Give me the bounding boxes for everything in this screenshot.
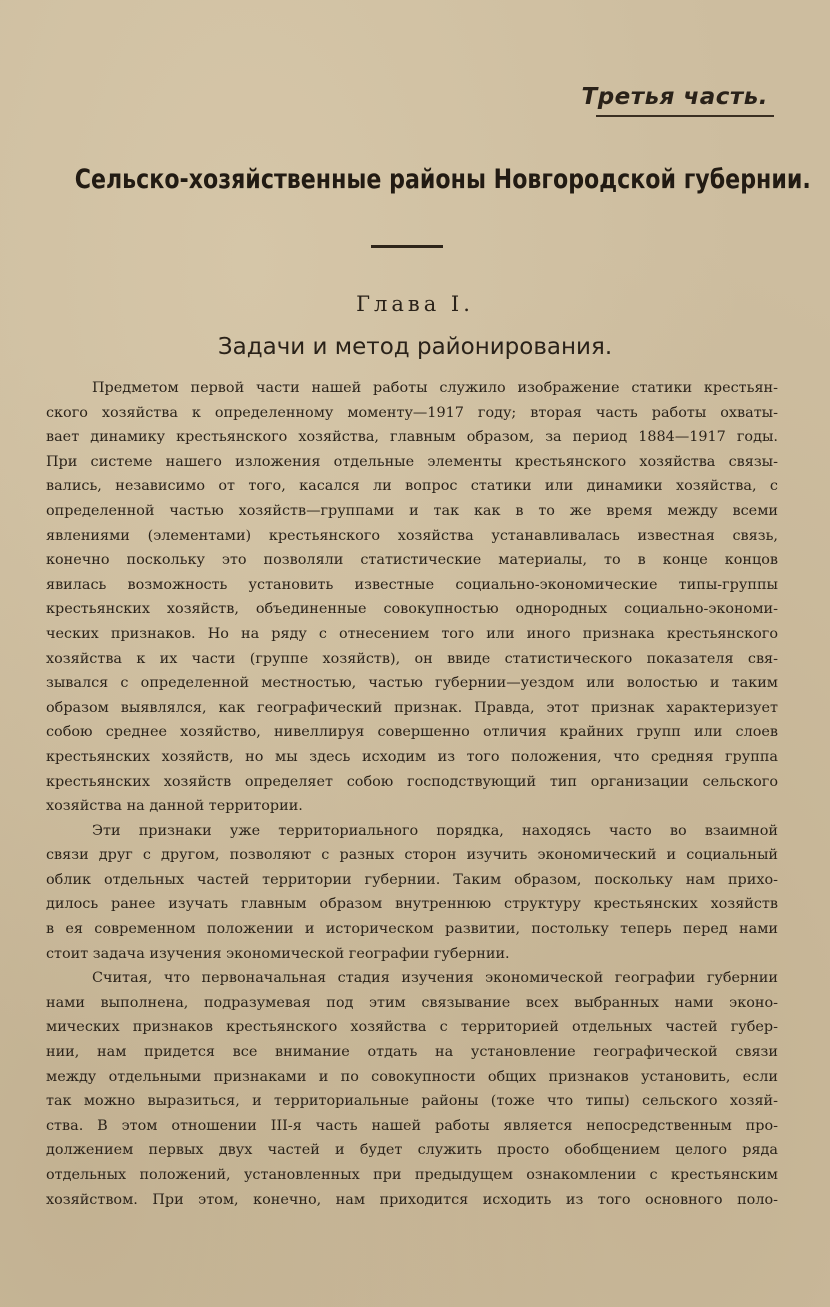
text-line: нами выполнена, подразумевая под этим связывание всех выбранных нами эконо- bbox=[46, 994, 778, 1011]
text-line: При системе нашего изложения отдельные элементы крестьянского хозяйства связы- bbox=[46, 453, 778, 470]
text-line: зывался с определенной местностью, частью губернии—уездом или волостью и таким bbox=[46, 675, 778, 692]
body-text bbox=[46, 376, 778, 1212]
title-divider bbox=[371, 245, 443, 248]
text-line: явлениями (элементами) крестьянского хозяйства устанавливалась известная связь, bbox=[46, 527, 778, 544]
text-line: собою среднее хозяйство, нивеллируя совершенно отличия крайних групп или слоев bbox=[46, 724, 778, 741]
text-line: хозяйства к их части (группе хозяйств), он ввиде статистического показателя свя- bbox=[46, 650, 778, 667]
text-line: отдельных положений, установленных при предыдущем ознакомлении с крестьянским bbox=[46, 1167, 778, 1183]
text-line: должением первых двух частей и будет служить просто обобщением целого ряда bbox=[46, 1142, 778, 1159]
paragraph bbox=[46, 819, 778, 967]
part-label: Третья часть. bbox=[581, 84, 768, 110]
part-label-underline bbox=[596, 115, 774, 117]
chapter-title: Задачи и метод районирования. bbox=[217, 334, 613, 360]
text-line: вает динамику крестьянского хозяйства, главным образом, за период 1884—1917 годы. bbox=[46, 429, 778, 446]
text-line: стоит задача изучения экономической географии губернии. bbox=[46, 945, 510, 962]
chapter-heading: Глава I. bbox=[356, 292, 474, 316]
text-line: определенной частью хозяйств—группами и так как в то же время между всеми bbox=[46, 502, 778, 519]
text-line: ства. В этом отношении III-я часть нашей работы является непосредственным про- bbox=[46, 1117, 778, 1134]
text-line: Предметом первой части нашей работы служило изображение статики крестьян- bbox=[92, 380, 778, 396]
text-line: дилось ранее изучать главным образом внутреннюю структуру крестьянских хозяйств bbox=[46, 896, 778, 913]
text-line: конечно поскольку это позволяли статистические материалы, то в конце концов bbox=[46, 552, 778, 569]
page-title: Сельско-хозяйственные районы Новгородской губернии. bbox=[74, 164, 811, 195]
text-line: крестьянских хозяйств, но мы здесь исходим из того положения, что средняя группа bbox=[46, 748, 778, 765]
text-line: явилась возможность установить известные социально-экономические типы-группы bbox=[46, 576, 778, 593]
text-line: ческих признаков. Но на ряду с отнесением того или иного признака крестьянского bbox=[46, 625, 778, 642]
text-line: Эти признаки уже территориального порядка, находясь часто во взаимной bbox=[92, 822, 778, 839]
paragraph bbox=[46, 376, 778, 819]
text-line: вались, независимо от того, касался ли вопрос статики или динамики хозяйства, с bbox=[46, 478, 778, 495]
text-line: крестьянских хозяйств определяет собою господствующий тип организации сельского bbox=[46, 773, 778, 790]
text-line: хозяйством. При этом, конечно, нам приходится исходить из того основного поло- bbox=[46, 1191, 778, 1208]
text-line: так можно выразиться, и территориальные районы (тоже что типы) сельского хозяй- bbox=[46, 1093, 778, 1110]
text-line: между отдельными признаками и по совокупности общих признаков установить, если bbox=[46, 1068, 778, 1085]
text-line: ского хозяйства к определенному моменту—1917 году; вторая часть работы охваты- bbox=[46, 404, 778, 421]
text-line: образом выявлялся, как географический признак. Правда, этот признак характеризует bbox=[46, 699, 778, 716]
text-line: нии, нам придется все внимание отдать на установление географической связи bbox=[46, 1044, 778, 1061]
text-line: Считая, что первоначальная стадия изучения экономической географии губернии bbox=[92, 970, 778, 987]
text-line: облик отдельных частей территории губернии. Таким образом, поскольку нам прихо- bbox=[46, 871, 778, 888]
text-line: в ея современном положении и историческом развитии, постольку теперь перед нами bbox=[46, 921, 778, 938]
text-line: мических признаков крестьянского хозяйства с территорией отдельных частей губер- bbox=[46, 1019, 778, 1036]
text-line: хозяйства на данной территории. bbox=[46, 798, 303, 815]
text-line: крестьянских хозяйств, объединенные совокупностью однородных социально-экономи- bbox=[46, 601, 778, 618]
paragraph bbox=[46, 966, 778, 1212]
text-line: связи друг с другом, позволяют с разных сторон изучить экономический и социальный bbox=[46, 847, 778, 864]
